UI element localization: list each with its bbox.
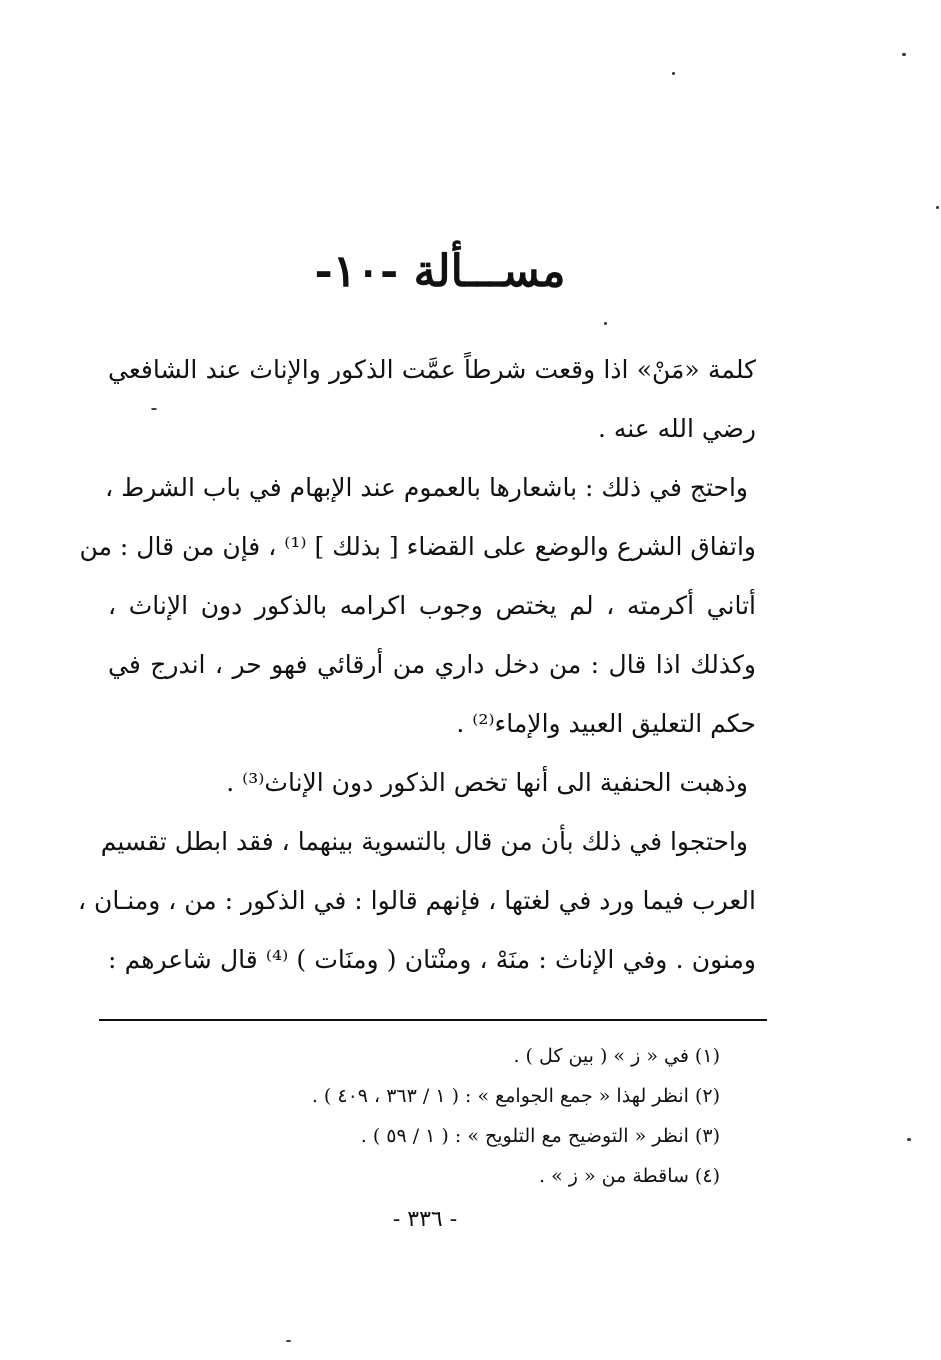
text-line: وكذلك اذا قال : من دخل داري من أرقائي فهو حر ، اندرج في — [108, 650, 756, 679]
footnotes — [200, 1036, 720, 1196]
scan-speck — [907, 1138, 911, 1141]
issue-heading: مســـألة -١٠- — [314, 246, 566, 297]
scan-speck — [286, 1340, 291, 1342]
footnote-item: (١) في « ز » ( بين كل ) . — [513, 1045, 720, 1067]
footnote-item: (٢) انظر لهذا « جمع الجوامع » : ( ١ / ٣٦٣ ، ٤٠٩ ) . — [311, 1085, 720, 1107]
text-line: رضي الله عنه . — [597, 414, 756, 443]
page-number: - ٣٣٦ - — [392, 1207, 458, 1232]
footnote-item: (٤) ساقطة من « ز » . — [539, 1165, 720, 1187]
text-line: ومنون . وفي الإناث : منَهْ ، ومنْتان ( ومنَات ) ⁽⁴⁾ قال شاعرهم : — [108, 945, 757, 974]
main-text — [77, 340, 757, 989]
footnote-item: (٣) انظر « التوضيح مع التلويح » : ( ١ / ٥٩ ) . — [360, 1125, 720, 1147]
scan-speck — [936, 206, 939, 209]
text-line: واحتجوا في ذلك بأن من قال بالتسوية بينهما ، فقد ابطل تقسيم — [100, 827, 748, 856]
scan-speck — [902, 53, 906, 56]
scan-speck — [604, 322, 607, 325]
text-line: واحتج في ذلك : باشعارها بالعموم عند الإبهام في باب الشرط ، — [105, 473, 748, 502]
text-line: واتفاق الشرع والوضع على القضاء [ بذلك ] ⁽¹⁾ ، فإن من قال : من — [79, 532, 756, 561]
text-line: العرب فيما ورد في لغتها ، فإنهم قالوا : في الذكور : من ، ومنـان ، — [77, 886, 756, 915]
text-line: وذهبت الحنفية الى أنها تخص الذكور دون الإناث⁽³⁾ . — [226, 768, 748, 797]
text-line: أتاني أكرمته ، لم يختص وجوب اكرامه بالذكور دون الإناث ، — [108, 591, 756, 620]
scan-speck — [151, 408, 157, 410]
text-line: كلمة «مَنْ» اذا وقعت شرطاً عمَّت الذكور والإناث عند الشافعي — [108, 355, 756, 384]
scan-speck — [672, 72, 675, 75]
text-line: حكم التعليق العبيد والإماء⁽²⁾ . — [456, 709, 756, 738]
footnote-divider — [99, 1019, 767, 1021]
